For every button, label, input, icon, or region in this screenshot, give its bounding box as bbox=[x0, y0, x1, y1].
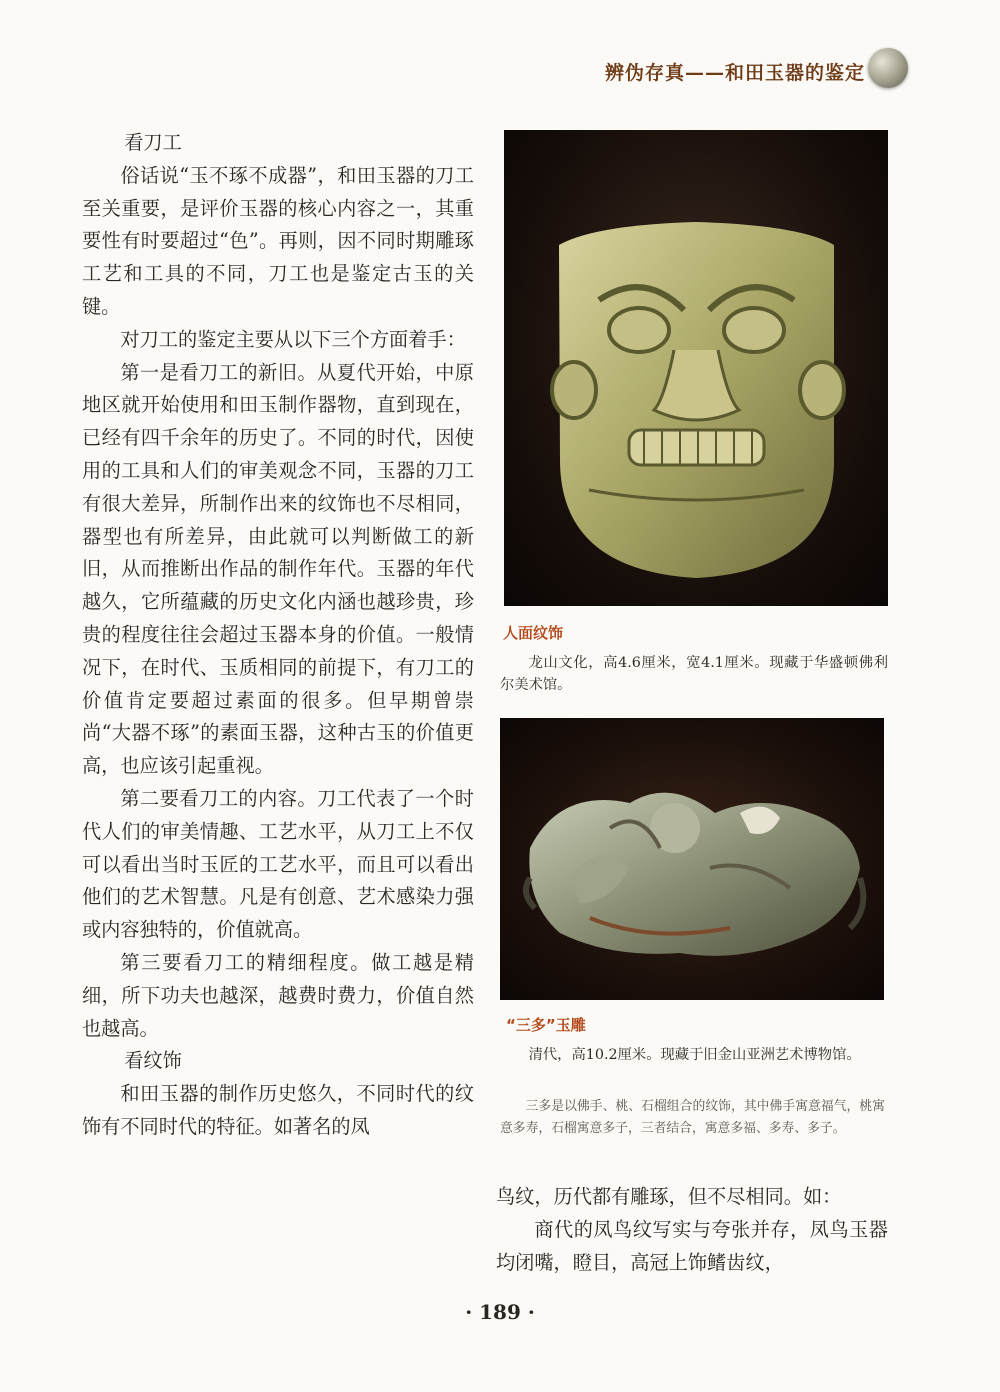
section-heading-pattern: 看纹饰 bbox=[124, 1049, 182, 1073]
page-number: · 189 · bbox=[465, 1300, 535, 1324]
section-heading-carving: 看刀工 bbox=[124, 131, 182, 154]
paragraph: 商代的凤鸟纹写实与夸张并存，凤鸟玉器均闭嘴，瞪目，高冠上饰鳍齿纹， bbox=[496, 1218, 888, 1274]
paragraph: 第一是看刀工的新旧。从夏代开始，中原地区就开始使用和田玉制作器物，直到现在，已经有四千余年的历史了。不同的时代，因使用的工具和人们的审美观念不同，玉器的刀工有很大差异，所制作出来的纹饰也不尽相同，器型也有所差异，由此就可以判断做工的新旧，从而推断出作品的制作年代。玉器的年代越久，它所蕴藏的历史文化内涵也越珍贵，珍贵的程度往往会超过玉器本身的价值。一般情况下，在时代、玉质相同的前提下，有刀工的价值肯定要超过素面的很多。但早期曾崇尚“大器不琢”的素面玉器，这种古玉的价值更高，也应该引起重视。 bbox=[82, 360, 474, 778]
figure2-title: “三多”玉雕 bbox=[506, 1016, 586, 1034]
header-title: 辨伪存真——和田玉器的鉴定 bbox=[604, 62, 865, 84]
figure1-title: 人面纹饰 bbox=[503, 624, 564, 642]
paragraph: 和田玉器的制作历史悠久，不同时代的纹饰有不同时代的特征。如著名的凤 bbox=[82, 1082, 474, 1138]
paragraph: 鸟纹，历代都有雕琢，但不尽相同。如： bbox=[496, 1185, 842, 1208]
paragraph: 第二要看刀工的内容。刀工代表了一个时代人们的审美情趣、工艺水平，从刀工上不仅可以看出当时玉匠的工艺水平，而且可以看出他们的艺术智慧。凡是有创意、艺术感染力强或内容独特的，价值就高。 bbox=[82, 786, 474, 942]
right-column bbox=[496, 1180, 888, 1279]
figure2-caption: 清代，高10.2厘米。现藏于旧金山亚洲艺术博物馆。 bbox=[528, 1047, 861, 1063]
three-abundance-jade-photo bbox=[500, 718, 884, 1000]
figure1-caption: 龙山文化，高4.6厘米，宽4.1厘米。现藏于华盛顿佛利尔美术馆。 bbox=[500, 655, 888, 693]
figure2-note: 三多是以佛手、桃、石榴组合的纹饰，其中佛手寓意福气，桃寓意多寿，石榴寓意多子，三者结合，寓意多福、多寿、多子。 bbox=[500, 1099, 885, 1136]
paragraph: 对刀工的鉴定主要从以下三个方面着手： bbox=[120, 327, 466, 351]
jade-disc-icon bbox=[868, 48, 908, 88]
paragraph: 第三要看刀工的精细程度。做工越是精细，所下功夫也越深，越费时费力，价值自然也越高。 bbox=[82, 950, 474, 1040]
jade-face-photo bbox=[504, 130, 888, 606]
left-column bbox=[82, 127, 474, 1144]
paragraph: 俗话说“玉不琢不成器”，和田玉器的刀工至关重要，是评价玉器的核心内容之一，其重要性有时要超过“色”。再则，因不同时期雕琢工艺和工具的不同，刀工也是鉴定古玉的关键。 bbox=[82, 163, 474, 318]
